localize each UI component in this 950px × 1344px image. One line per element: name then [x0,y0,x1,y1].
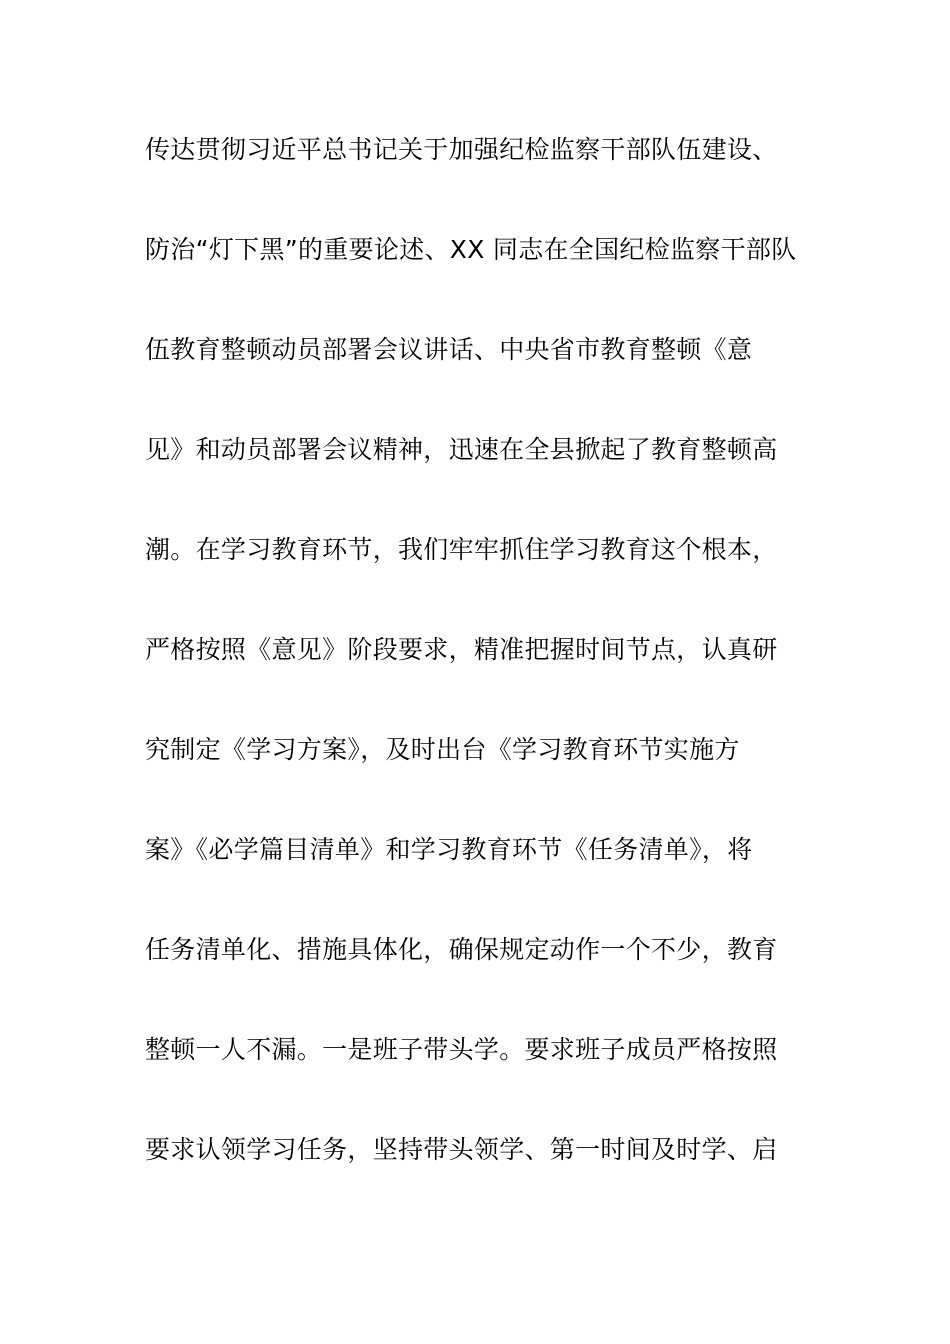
text-line: 伍教育整顿动员部署会议讲话、中央省市教育整顿《意 [145,335,753,364]
body-paragraph [145,122,825,1222]
text-line: 任务清单化、措施具体化，确保规定动作一个不少，教育 [145,935,778,964]
text-line: 要求认领学习任务，坚持带头领学、第一时间及时学、启 [145,1135,778,1164]
text-line: 防治“灯下黑”的重要论述、XX 同志在全国纪检监察干部队 [145,235,797,264]
text-line: 究制定《学习方案》，及时出台《学习教育环节实施方 [145,735,740,764]
text-line: 严格按照《意见》阶段要求，精准把握时间节点，认真研 [145,635,778,664]
text-line: 案》《必学篇目清单》和学习教育环节《任务清单》，将 [145,835,753,864]
text-line: 潮。在学习教育环节，我们牢牢抓住学习教育这个根本， [145,535,778,564]
text-line: 传达贯彻习近平总书记关于加强纪检监察干部队伍建设、 [145,135,778,164]
text-line: 整顿一人不漏。一是班子带头学。要求班子成员严格按照 [145,1035,778,1064]
text-line: 见》和动员部署会议精神，迅速在全县掀起了教育整顿高 [145,435,778,464]
